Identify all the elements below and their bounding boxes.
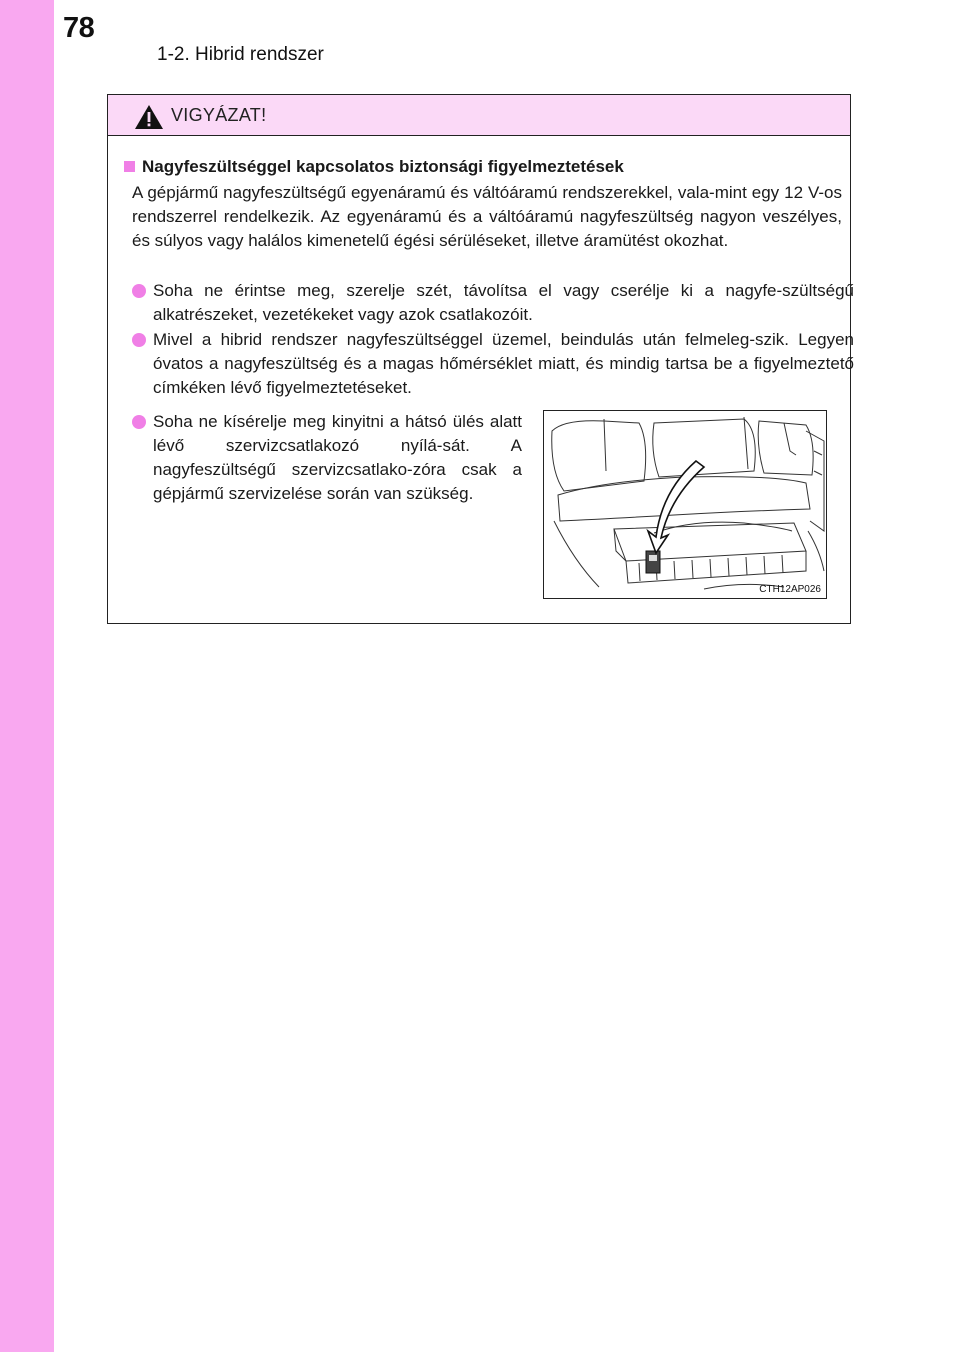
- bullet-item: [132, 410, 522, 506]
- warning-header: [108, 95, 850, 136]
- bullet-item: [132, 279, 854, 327]
- bullet-dot-icon: [132, 333, 146, 347]
- warning-intro: A gépjármű nagyfeszültségű egyenáramú és váltóáramú rendszerekkel, vala-mint egy 12 V-os rendszerrel rendelkezik. Az egyenáramú és a váltóáramú nagyfeszültség nagyon veszélyes, és súlyos vagy halálos kimenetelű égési sérüléseket, illetve áramütést okozhat.: [132, 183, 842, 250]
- side-color-band: [0, 0, 54, 1352]
- section-title: 1-2. Hibrid rendszer: [157, 44, 324, 65]
- warning-heading: [124, 155, 844, 179]
- bullet-text: Soha ne kísérelje meg kinyitni a hátsó ülés alatt lévő szervizcsatlakozó nyílá-sát. A nagyfeszültségű szervizcsatlako-zóra csak a gépjármű szervizelése során van szükség.: [153, 412, 522, 503]
- figure-code: CTH12AP026: [759, 584, 821, 595]
- bullet-text: Mivel a hibrid rendszer nagyfeszültséggel üzemel, beindulás után felmeleg-szik. Legyen óvatos a nagyfeszültség és a magas hőmérséklet miatt, és mindig tartsa be a figyelmeztető címkéken lévő figyelmeztetéseket.: [153, 330, 854, 397]
- rear-seat-illustration-icon: [544, 411, 826, 598]
- service-plug-illustration: [543, 410, 827, 599]
- warning-triangle-icon: [134, 104, 164, 130]
- bullet-dot-icon: [132, 284, 146, 298]
- warning-heading-text: Nagyfeszültséggel kapcsolatos biztonsági figyelmeztetések: [142, 157, 624, 176]
- warning-label: VIGYÁZAT!: [171, 105, 267, 125]
- square-bullet-icon: [124, 161, 135, 172]
- bullet-item: [132, 328, 854, 400]
- bullet-text: Soha ne érintse meg, szerelje szét, távolítsa el vagy cserélje ki a nagyfe-szültségű alkatrészeket, vezetékeket vagy azok csatlakozóit.: [153, 281, 854, 324]
- page-number: 78: [63, 12, 95, 44]
- bullet-dot-icon: [132, 415, 146, 429]
- warning-box: [107, 94, 854, 624]
